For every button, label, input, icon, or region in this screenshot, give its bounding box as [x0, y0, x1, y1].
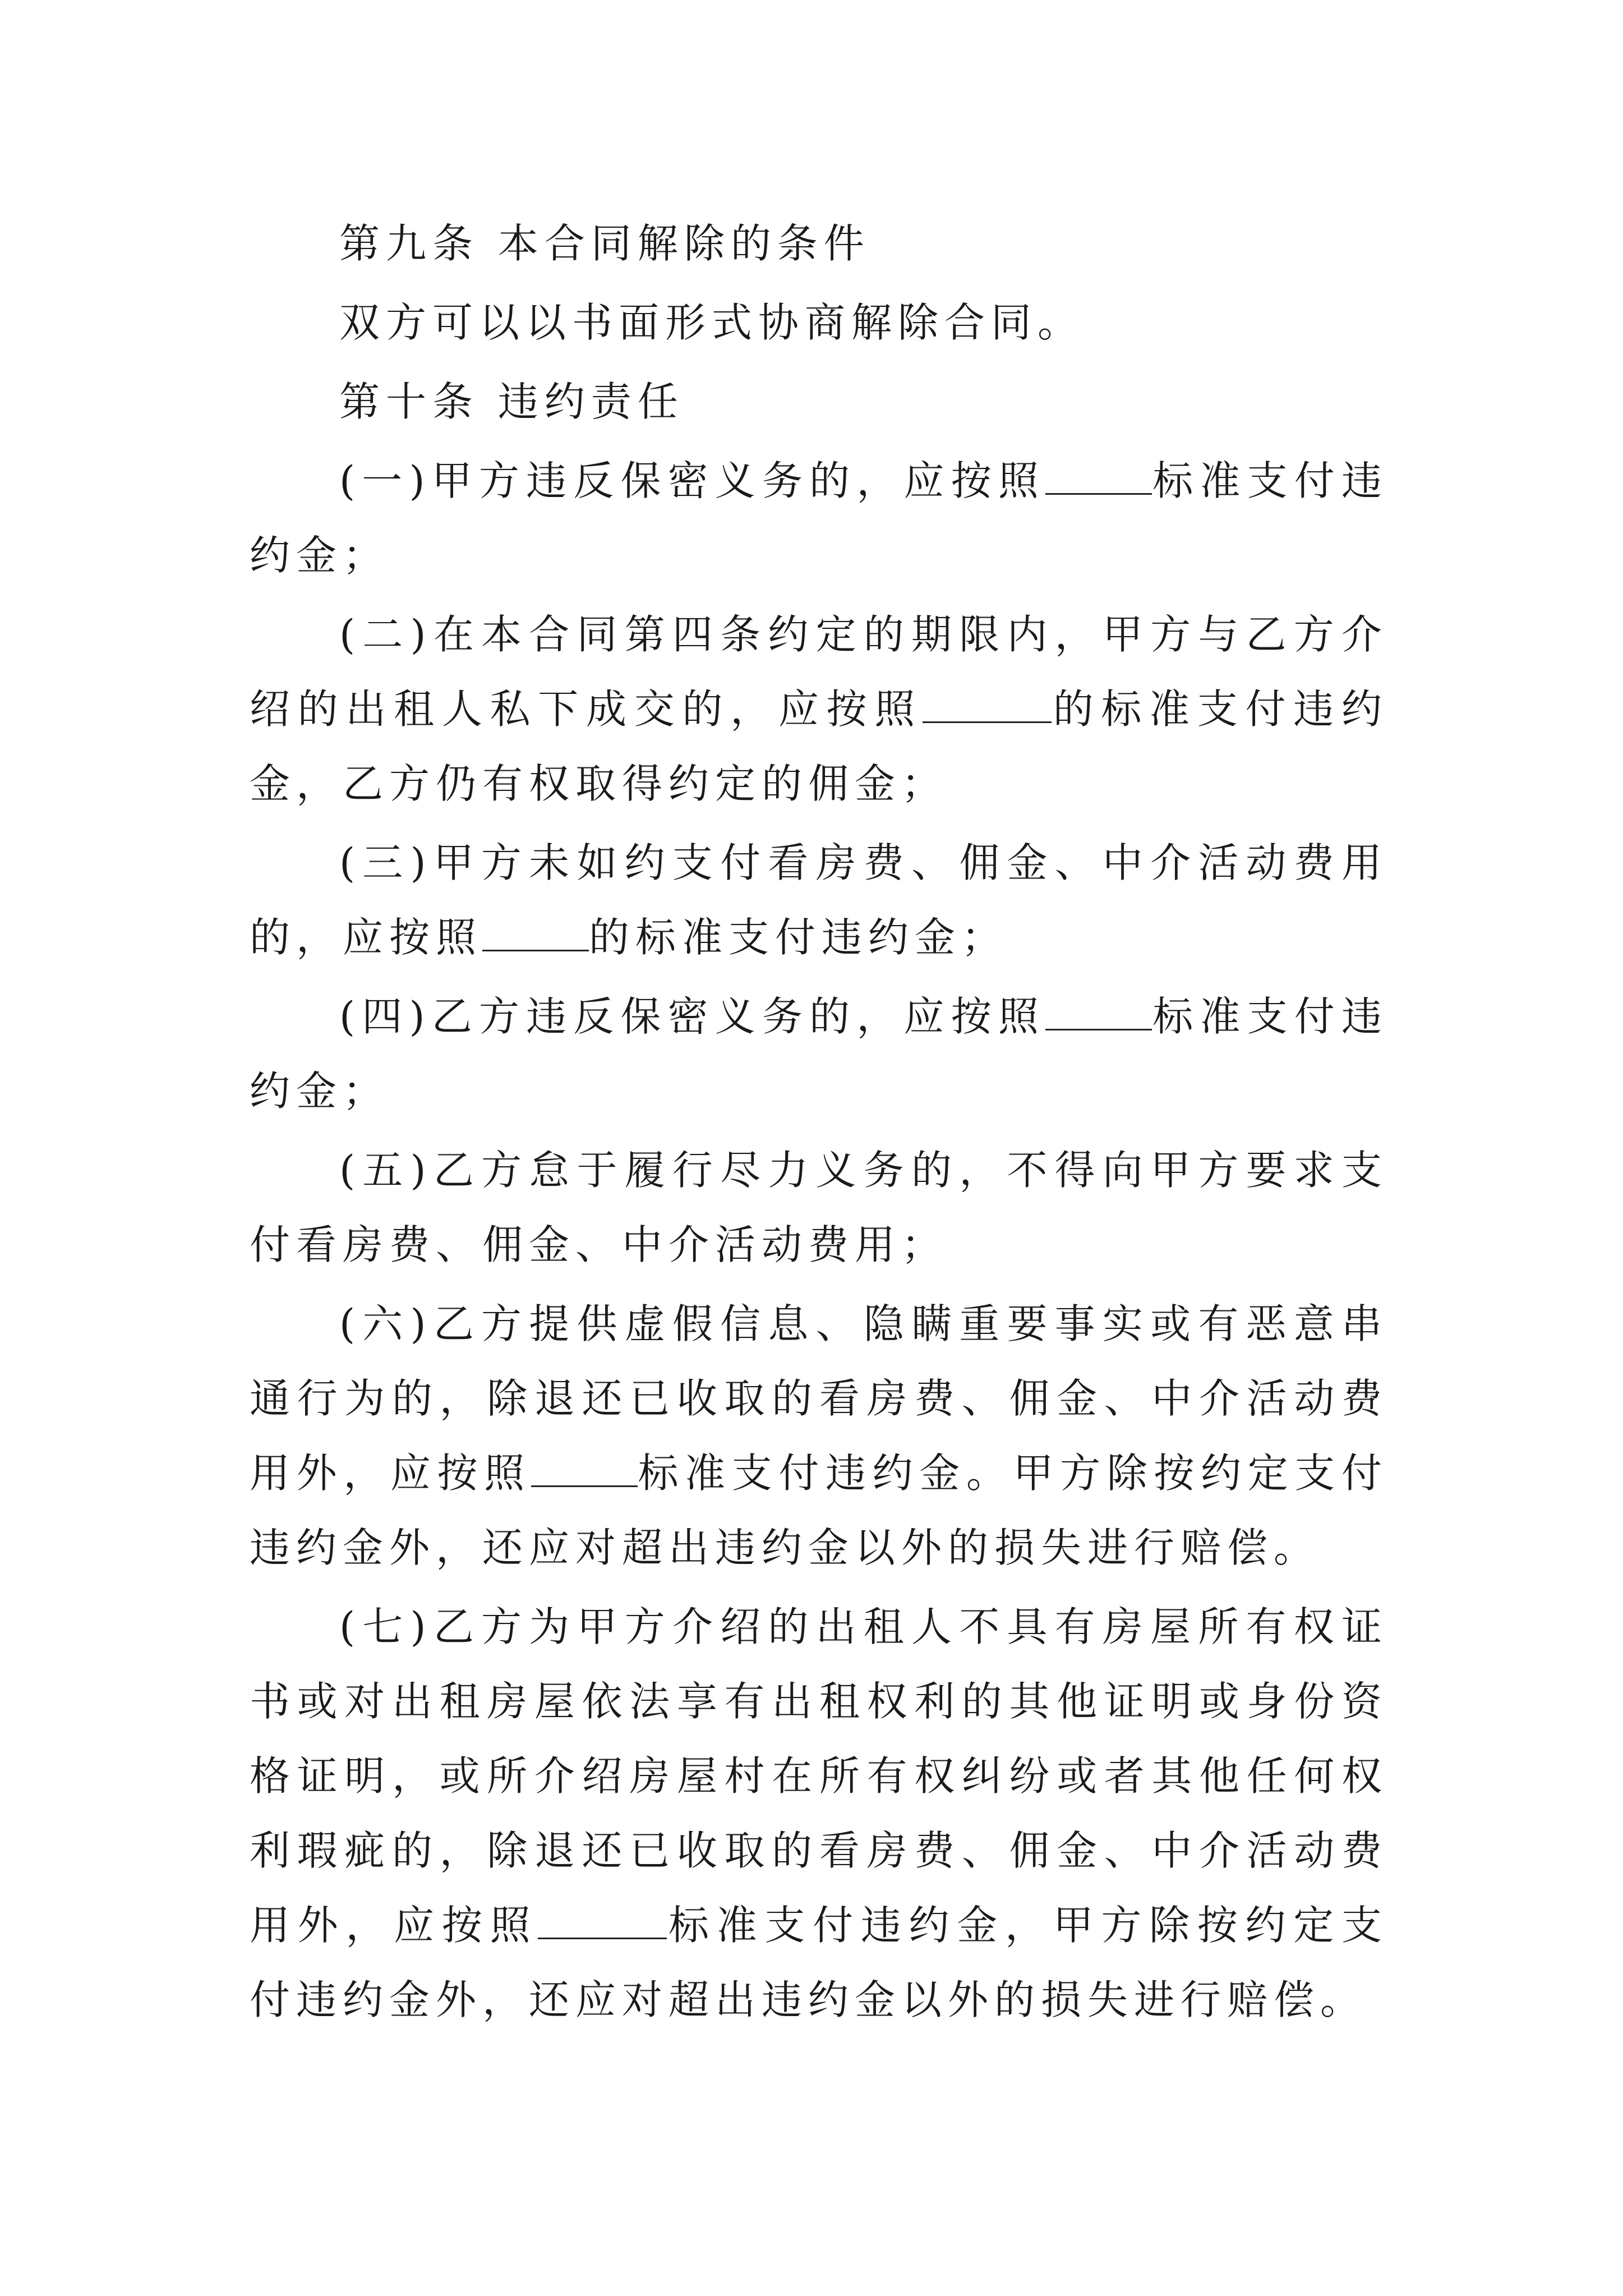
clause-3-text-a: (三)甲方未如约支付看房费、佣金、中介活动费用的，应按照	[250, 839, 1388, 961]
clause-1-text-b: 标准支付违约金；	[250, 457, 1388, 579]
clause-1-text-a: (一)甲方违反保密义务的，应按照	[339, 457, 1046, 504]
clause-3	[250, 826, 1388, 975]
clause-5: (五)乙方怠于履行尽力义务的，不得向甲方要求支付看房费、佣金、中介活动费用；	[250, 1147, 1388, 1268]
clause-7	[250, 1590, 1388, 2037]
clause-1	[250, 444, 1388, 593]
document-body	[250, 206, 1388, 2042]
article-10-heading: 第十条 违约责任	[339, 378, 684, 425]
clause-2-text-b: 的标准支付违约金，乙方仍有权取得约定的佣金；	[250, 685, 1388, 807]
article-9-body: 双方可以以书面形式协商解除合同。	[339, 299, 1085, 346]
clause-6-blank	[531, 1451, 638, 1487]
clause-4-text-b: 标准支付违约金；	[250, 993, 1388, 1115]
clause-1-blank	[1045, 458, 1152, 495]
clause-3-blank	[482, 915, 589, 951]
clause-4-text-a: (四)乙方违反保密义务的，应按照	[339, 993, 1046, 1040]
clause-6-text-a: (六)乙方提供虚假信息、隐瞒重要事实或有恶意串通行为的，除退还已收取的看房费、佣金、中介活动费用外，应按照	[250, 1300, 1388, 1497]
clause-3-text-b: 的标准支付违约金；	[589, 914, 1008, 961]
clause-7-blank	[538, 1903, 667, 1939]
clause-2	[250, 597, 1388, 821]
clause-6-text-b: 标准支付违约金。甲方除按约定支付违约金外，还应对超出违约金以外的损失进行赔偿。	[250, 1450, 1388, 1571]
clause-7-text-b: 标准支付违约金，甲方除按约定支付违约金外，还应对超出违约金以外的损失进行赔偿。	[250, 1902, 1388, 2023]
clause-2-text-a: (二)在本合同第四条约定的期限内，甲方与乙方介绍的出租人私下成交的，应按照	[250, 611, 1388, 733]
article-9-heading: 第九条 本合同解除的条件	[339, 220, 870, 267]
clause-4-blank	[1045, 994, 1152, 1030]
clause-2-blank	[923, 687, 1052, 723]
clause-6	[250, 1287, 1388, 1585]
clause-7-text-a: (七)乙方为甲方介绍的出租人不具有房屋所有权证书或对出租房屋依法享有出租权利的其他证明或身份资格证明，或所介绍房屋村在所有权纠纷或者其他任何权利瑕疵的，除退还已收取的看房费、佣金、中介活动费用外，应按照	[250, 1603, 1388, 1949]
clause-4	[250, 979, 1388, 1129]
